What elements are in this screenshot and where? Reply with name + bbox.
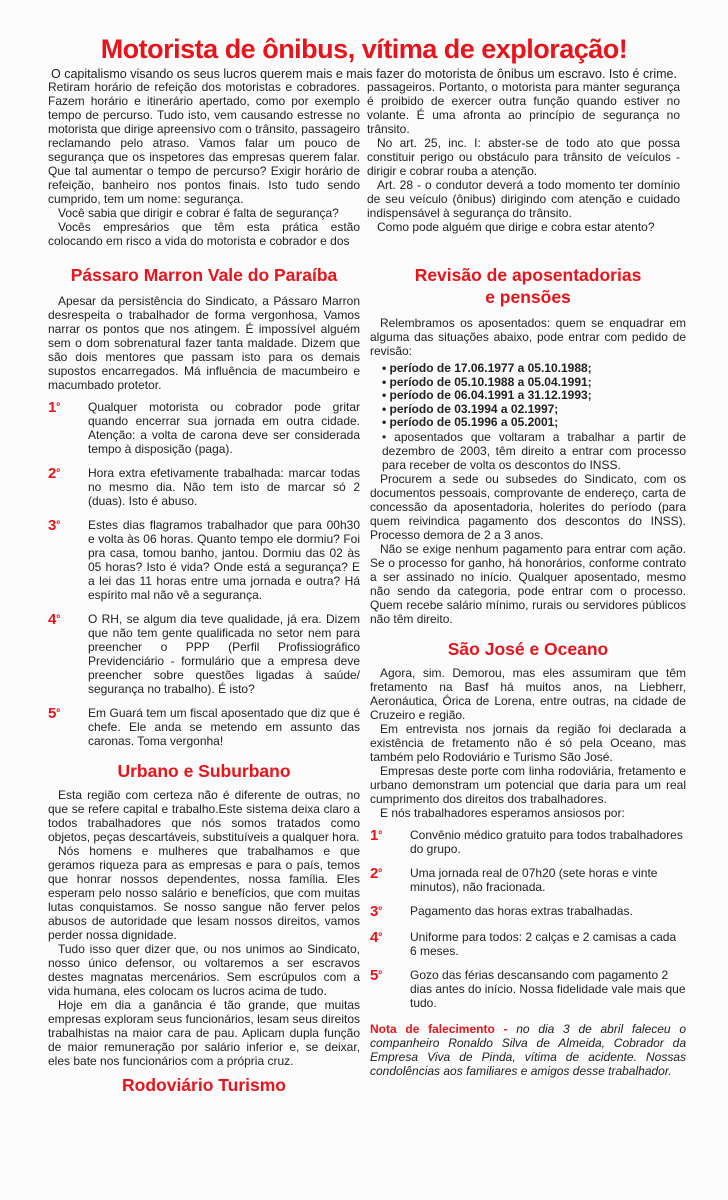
section-title-saojose: São José e Oceano: [447, 638, 609, 659]
section-paragraph: Apesar da persistência do Sindicato, a Pássaro Marron desrespeita o trabalhador de forma vergonhosa, Vamos narrar os pontos que nos atingem. É impossível alguém sem o dom sobrenatural fazer tanta maldade. Dizem que são dois mentores que passam isto para os demais supostos encarregados. Má influência de macumbeiro e macumbado protetor.: [48, 294, 360, 392]
list-item: [370, 968, 686, 1010]
right-column: [370, 264, 686, 1078]
item-text: Pagamento das horas extras trabalhadas.: [410, 903, 633, 918]
item-text: Uniforme para todos: 2 calças e 2 camisas a cada 6 meses.: [410, 929, 677, 958]
section-paragraph: Esta região com certeza não é diferente de outras, no que se refere capital e trabalho.Este sistema deixa claro a todos trabalhadores que nós somos tratados como objetos, peças descartáveis, substituíveis a qualquer hora.: [48, 788, 360, 844]
section-paragraph: Agora, sim. Demorou, mas eles assumiram que têm fretamento na Basf há muitos anos, na Liebherr, Aeronáutica, Órica de Lorena, entre outras, na cidade de Cruzeiro e região.: [370, 665, 686, 722]
item-number: 2: [370, 864, 379, 882]
section-title-line: e pensões: [485, 287, 571, 307]
intro-paragraph: Vocês empresários que têm esta prática estão colocando em risco a vida do motorista e cobrador e dos: [48, 220, 360, 248]
demands-list: [370, 828, 686, 1010]
ordinal-mark: º: [56, 402, 60, 413]
period-item: • período de 17.06.1977 a 05.10.1988;: [382, 361, 592, 375]
item-text: Hora extra efetivamente trabalhada: marcar todas no mesmo dia. Não tem isto de marcar só 2 (duas). Isto é abuso.: [88, 466, 360, 508]
section-paragraph: E nós trabalhadores esperamos ansiosos por:: [380, 805, 625, 820]
item-number: 2: [48, 465, 57, 482]
ordinal-mark: º: [378, 969, 382, 981]
section-paragraph: Hoje em dia a ganância é tão grande, que muitas empresas exploram seus funcionários, lesam seus direitos trabalhistas na maior cara de pau. Aplicam dupla função de maior remuneração por salário inferior e, se deixar, eles bate nos funcionários com a própria cruz.: [48, 998, 360, 1068]
section-paragraph: Procurem a sede ou subsedes do Sindicato, com os documentos pessoais, comprovante de endereço, carta de concessão da aposentadoria, holerites do período (para quem reivindica pagamento dos descontos do INSS). Processo demora de 2 a 3 anos.: [370, 471, 686, 542]
intro-paragraph: Você sabia que dirigir e cobrar é falta de segurança?: [58, 206, 339, 220]
section-title-urbano: Urbano e Suburbano: [117, 761, 291, 781]
passaro-list: [48, 400, 360, 748]
intro-paragraph: No art. 25, inc. I: abster-se de todo ato que possa constituir perigo ou obstáculo para trânsito de veículos - dirigir e cobrar rouba a atenção.: [367, 136, 680, 178]
intro-left-column: [48, 80, 360, 248]
intro-paragraph: Art. 28 - o condutor deverá a todo momento ter domínio de seu veículo (ônibus) dirigindo com atenção e cuidado indispensável à segurança do trânsito.: [367, 178, 680, 220]
list-item: [370, 904, 686, 920]
obituary-label: Nota de falecimento -: [370, 1021, 508, 1036]
lead-text: O capitalismo visando os seus lucros querem mais e mais fazer do motorista de ônibus um escravo. Isto é crime.: [51, 67, 677, 81]
section-paragraph: Relembramos os aposentados: quem se enquadrar em alguma das situações abaixo, pode entrar com pedido de revisão:: [370, 316, 686, 358]
list-item: [48, 612, 360, 696]
period-list: [382, 362, 686, 430]
item-text: Estes dias flagramos trabalhador que para 00h30 e volta às 06 horas. Quanto tempo ele dormiu? Foi pra casa, tomou banho, jantou. Dormiu das 02 às 05 horas? Isto é vida? Onde está a segurança? E a lei das 11 horas entre uma jornada e outra? Há espírito mal não vê a segurança.: [88, 518, 360, 602]
list-item: [370, 828, 686, 856]
intro-paragraph: Como pode alguém que dirige e cobra estar atento?: [377, 220, 655, 234]
ordinal-mark: º: [378, 829, 382, 841]
list-item: [370, 866, 686, 894]
obituary-text: no dia 3 de abril faleceu o companheiro Ronaldo Silva de Almeida, Cobrador da Empresa Viva de Pinda, vítima de acidente. Nossas condolências aos familiares e amigos desse trabalhador.: [370, 1021, 686, 1078]
item-text: O RH, se algum dia teve qualidade, já era. Dizem que não tem gente qualificada no setor nem para preencher o PPP (Perfil Profissiográfico Previdenciário - formulário que a empresa deve preencher sobre questões ligadas à saúde/ segurança no trabalho). É isto?: [88, 612, 360, 696]
ordinal-mark: º: [378, 931, 382, 943]
ordinal-mark: º: [56, 520, 60, 531]
item-number: 1: [370, 826, 379, 844]
left-column: [48, 264, 360, 1096]
retired-note: • aposentados que voltaram a trabalhar a partir de dezembro de 2003, têm direito a entrar com processo para receber de volta os descontos do INSS.: [382, 429, 686, 472]
list-item: [370, 930, 686, 958]
item-text: Gozo das férias descansando com pagamento 2 dias antes do início. Nossa fidelidade vale mais que tudo.: [410, 967, 686, 1010]
section-paragraph: Tudo isso quer dizer que, ou nos unimos ao Sindicato, nosso único defensor, ou voltaremos a ser escravos destes magnatas mercenários. Sem escrúpulos com a vida humana, eles colocam os lucros acima de tudo.: [48, 942, 360, 998]
item-text: Uma jornada real de 07h20 (sete horas e vinte minutos), não fracionada.: [410, 865, 658, 894]
item-text: Em Guará tem um fiscal aposentado que diz que é chefe. Ele anda se metendo em assunto das caronas. Toma vergonha!: [88, 706, 360, 748]
section-paragraph: Nós homens e mulheres que trabalhamos e que geramos riqueza para as empresas e para o país, temos que honrar nossos dependentes, nossa família. Eles esperam pelo nosso salário e benefícios, que com muitas lutas conquistamos. Se nosso sangue não ferver pelos abusos de autoridade que lesam nossos direitos, vamos perder nossa dignidade.: [48, 844, 360, 942]
period-item: • período de 03.1994 a 02.1997;: [382, 401, 559, 416]
item-number: 5: [370, 966, 379, 984]
list-item: [48, 518, 360, 602]
ordinal-mark: º: [56, 614, 60, 625]
section-title-revisao: [370, 264, 686, 308]
section-title-line: Revisão de aposentadorias: [414, 265, 642, 285]
ordinal-mark: º: [56, 468, 60, 479]
section-paragraph: Empresas deste porte com linha rodoviária, fretamento e urbano demonstram um potencial que daria para um real cumprimento dos direitos dos trabalhadores.: [370, 763, 686, 806]
section-title-rodoviario: Rodoviário Turismo: [122, 1075, 286, 1095]
ordinal-mark: º: [378, 905, 382, 917]
item-number: 4: [48, 611, 57, 628]
item-number: 3: [48, 517, 57, 534]
period-item: • período de 05.1996 a 05.2001;: [382, 415, 559, 429]
period-item: • período de 06.04.1991 a 31.12.1993;: [382, 388, 592, 402]
item-number: 4: [370, 928, 379, 946]
item-number: 1: [48, 399, 57, 416]
ordinal-mark: º: [56, 708, 60, 719]
period-item: • período de 05.10.1988 a 05.04.1991;: [382, 374, 592, 389]
item-number: 3: [370, 902, 379, 920]
intro-right-column: [367, 80, 680, 234]
ordinal-mark: º: [378, 867, 382, 879]
list-item: [48, 400, 360, 456]
list-item: [48, 466, 360, 508]
item-text: Convênio médico gratuito para todos trabalhadores do grupo.: [410, 827, 683, 856]
item-number: 5: [48, 705, 57, 722]
section-paragraph: Em entrevista nos jornais da região foi declarada a existência de fretamento não é só pela Oceano, mas também pelo Rodoviário e Turismo São José.: [370, 721, 686, 764]
section-paragraph: Não se exige nenhum pagamento para entrar com ação. Se o processo for ganho, há honorários, conforme contrato a ser assinado no início. Qualquer aposentado, mesmo não sendo da categoria, pode entrar com o processo. Quem recebe salário mínimo, rurais ou servidores públicos não têm direito.: [370, 541, 686, 626]
list-item: [48, 706, 360, 748]
item-text: Qualquer motorista ou cobrador pode gritar quando encerrar sua jornada em outra cidade. Atenção: a volta de carona deve ser considerada tempo à disposição (paga).: [88, 400, 360, 456]
page-title: Motorista de ônibus, vítima de exploração!: [100, 34, 628, 64]
intro-paragraph: passageiros. Portanto, o motorista para manter segurança é proibido de exercer outra função quando estiver no volante. É uma afronta ao princípio de segurança no trânsito.: [367, 80, 680, 136]
obituary-note: [370, 1022, 686, 1078]
section-title-passaro: Pássaro Marron Vale do Paraíba: [70, 265, 338, 285]
intro-paragraph: Retiram horário de refeição dos motoristas e cobradores. Fazem horário e itinerário apertado, como por exemplo tempo de percurso. Tudo isto, vem causando estresse no motorista que dirige apreensivo com o trânsito, passageiro reclamando pelo atraso. Vamos falar um pouco de segurança que os inspetores das empresas querem falar. Que tal aumentar o tempo de percurso? Exigir horário de refeição, banheiro nos pontos finais. Isto tudo sendo cumprido, tem um nome: segurança.: [48, 80, 360, 206]
